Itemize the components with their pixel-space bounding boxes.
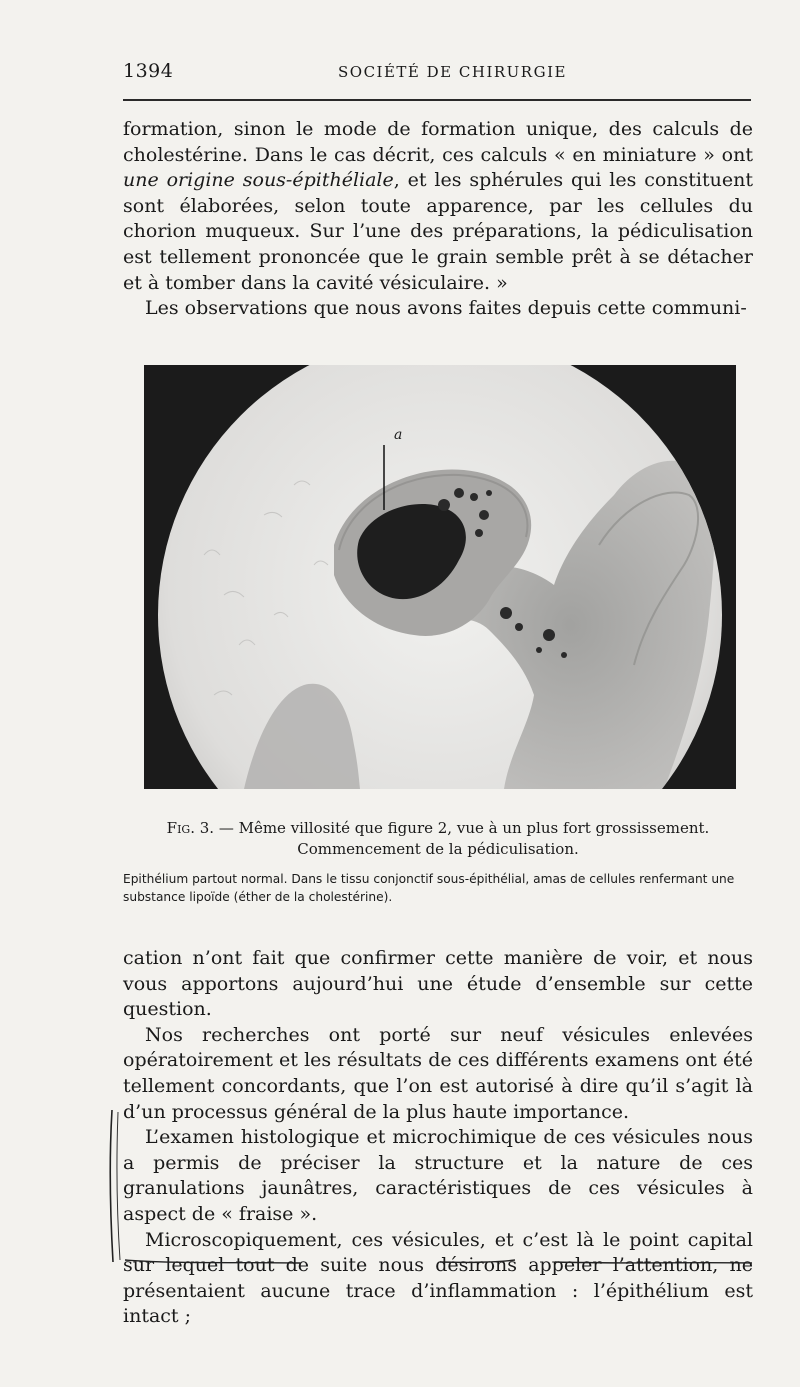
paragraph-microscopy: Microscopiquement, ces vésicules, et c’est là le point capital sur lequel tout de suite nous désirons appeler l’attention, ne présentaient aucune trace d’inflammation : l’épithélium est intact ;: [123, 1228, 753, 1328]
caption-line-2: Commencement de la pédiculisation.: [297, 840, 579, 858]
caption-line-1: [123, 818, 753, 839]
paragraph-continued: [123, 117, 753, 296]
figure-caption-detail: Epithélium partout normal. Dans le tissu conjonctif sous-épithélial, amas de cellules renfermant une substance lipoïde (éther de la cholestérine).: [123, 872, 735, 904]
bottom-text-block: [123, 946, 753, 1330]
micrograph-figure: [144, 365, 736, 789]
micrograph-image: [144, 365, 736, 789]
page-number: 1394: [123, 60, 174, 82]
paragraph-text: formation, sinon le mode de formation unique, des calculs de cholestérine. Dans le cas décrit, ces calculs « en miniature » ont: [123, 118, 753, 166]
paragraph-observations: Les observations que nous avons faites depuis cette communi-: [145, 297, 747, 320]
caption-text: — Même villosité que figure 2, vue à un plus fort grossissement.: [214, 819, 710, 837]
margin-bracket: [117, 1112, 120, 1260]
page-header: [123, 60, 751, 88]
paragraph-confirmation: cation n’ont fait que confirmer cette manière de voir, et nous vous apportons aujourd’hui une étude d’ensemble sur cette question.: [123, 947, 753, 1021]
margin-bracket: [110, 1110, 113, 1262]
paragraph-histology: L’examen histologique et microchimique de ces vésicules nous a permis de préciser la structure et la nature de ces granulations jaunâtres, caractéristiques de ces vésicules à aspect de « fraise ».: [123, 1126, 753, 1225]
italic-phrase: une origine sous-épithéliale: [123, 169, 394, 192]
paragraph-text: , et les sphérules qui les constituent sont élaborées, selon toute apparence, par les cellules du chorion muqueux. Sur l’une des préparations, la pédiculisation est tellement prononcée que le grain semble prêt à se détacher et à tomber dans la cavité vésiculaire. »: [123, 169, 753, 294]
running-head: SOCIÉTÉ DE CHIRURGIE: [338, 63, 567, 81]
header-rule: [123, 99, 751, 101]
figure-label-a: a: [394, 427, 403, 443]
top-text-block: [123, 117, 753, 322]
figure-caption: [123, 818, 753, 860]
paragraph-research: Nos recherches ont porté sur neuf vésicules enlevées opératoirement et les résultats de ces différents examens ont été tellement concordants, que l’on est autorisé à dire qu’il s’agit là d’un processus général de la plus haute importance.: [123, 1023, 753, 1123]
figure-number: Fig. 3.: [166, 819, 215, 837]
